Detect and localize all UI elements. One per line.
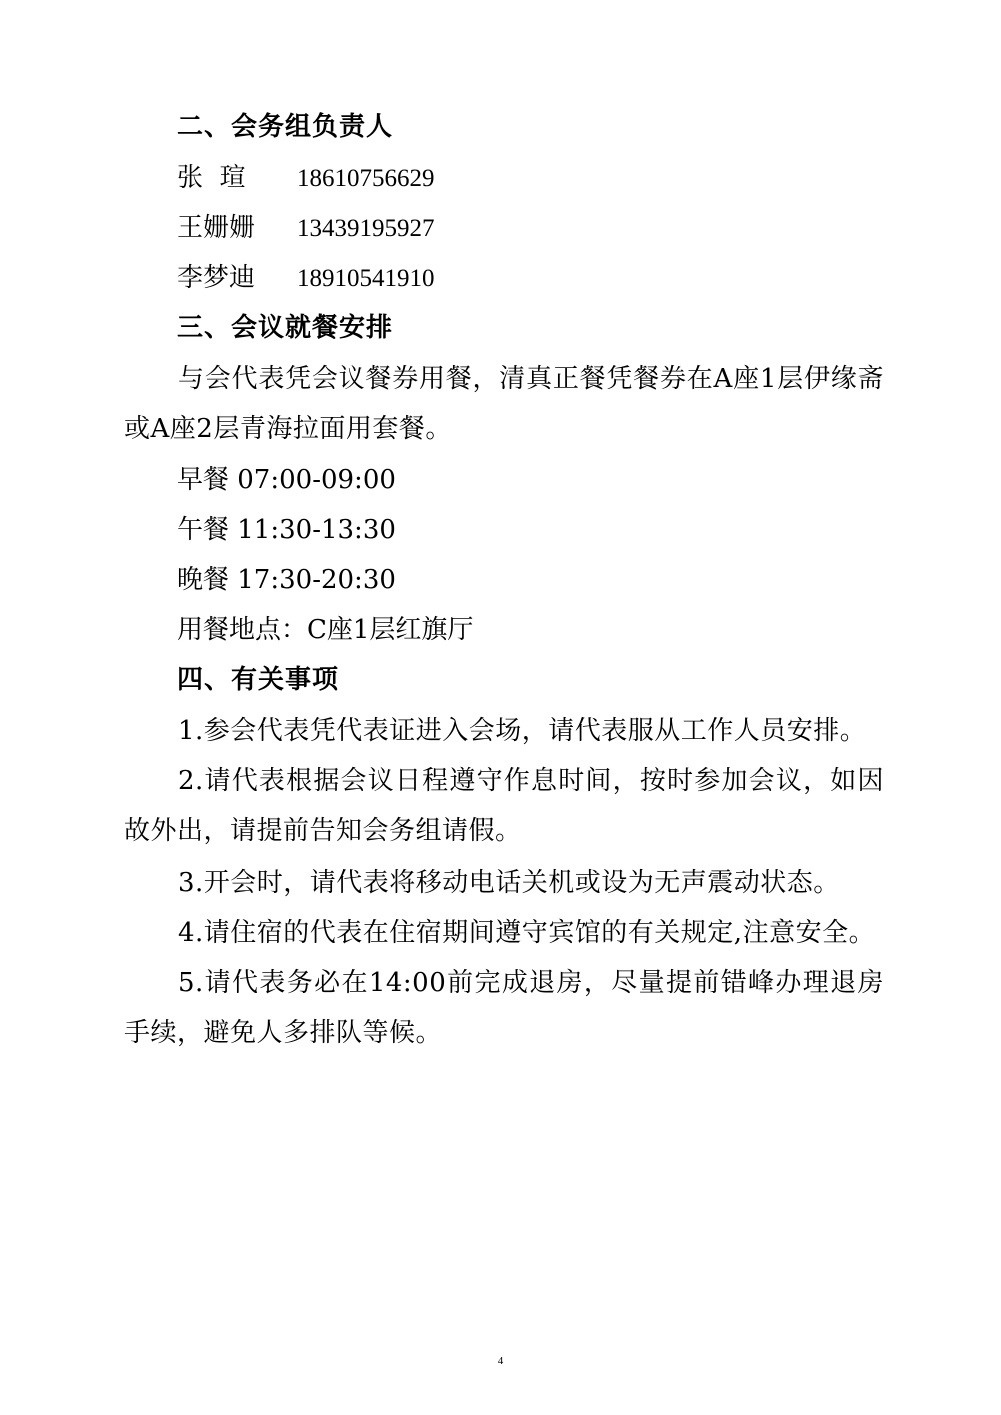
lunch-time: 午餐 11:30-13:30 [177, 515, 396, 545]
contact-phone: 18910541910 [297, 265, 435, 292]
contact-phone: 18610756629 [297, 165, 435, 192]
contact-name: 张 瑄 [177, 163, 246, 193]
note-item: 3.开会时，请代表将移动电话关机或设为无声震动状态。 [178, 868, 840, 898]
contact-row [177, 262, 435, 295]
note-item: 4.请住宿的代表在住宿期间遵守宾馆的有关规定,注意安全。 [178, 918, 876, 948]
section-heading-dining: 三、会议就餐安排 [177, 313, 394, 343]
section-heading-notes: 四、有关事项 [177, 665, 340, 695]
page-number: 4 [497, 1355, 504, 1367]
note-item: 1.参会代表凭代表证进入会场，请代表服从工作人员安排。 [178, 716, 867, 746]
contact-row [177, 212, 435, 245]
contact-name: 王姗姗 [177, 213, 256, 243]
note-item: 2.请代表根据会议日程遵守作息时间，按时参加会议，如因故外出，请提前告知会务组请假。 [124, 766, 884, 846]
breakfast-time: 早餐 07:00-09:00 [177, 465, 396, 495]
contact-name: 李梦迪 [177, 263, 256, 293]
dining-intro-paragraph: 与会代表凭会议餐券用餐，清真正餐凭餐券在A座1层伊缘斋或A座2层青海拉面用套餐。 [124, 364, 884, 444]
note-item: 5.请代表务必在14:00前完成退房，尽量提前错峰办理退房手续，避免人多排队等候。 [124, 968, 884, 1048]
section-heading-organizers: 二、会务组负责人 [177, 112, 394, 142]
contact-row [177, 162, 435, 195]
dinner-time: 晚餐 17:30-20:30 [177, 565, 396, 595]
contact-phone: 13439195927 [297, 215, 435, 242]
dining-location: 用餐地点：C座1层红旗厅 [177, 615, 474, 645]
